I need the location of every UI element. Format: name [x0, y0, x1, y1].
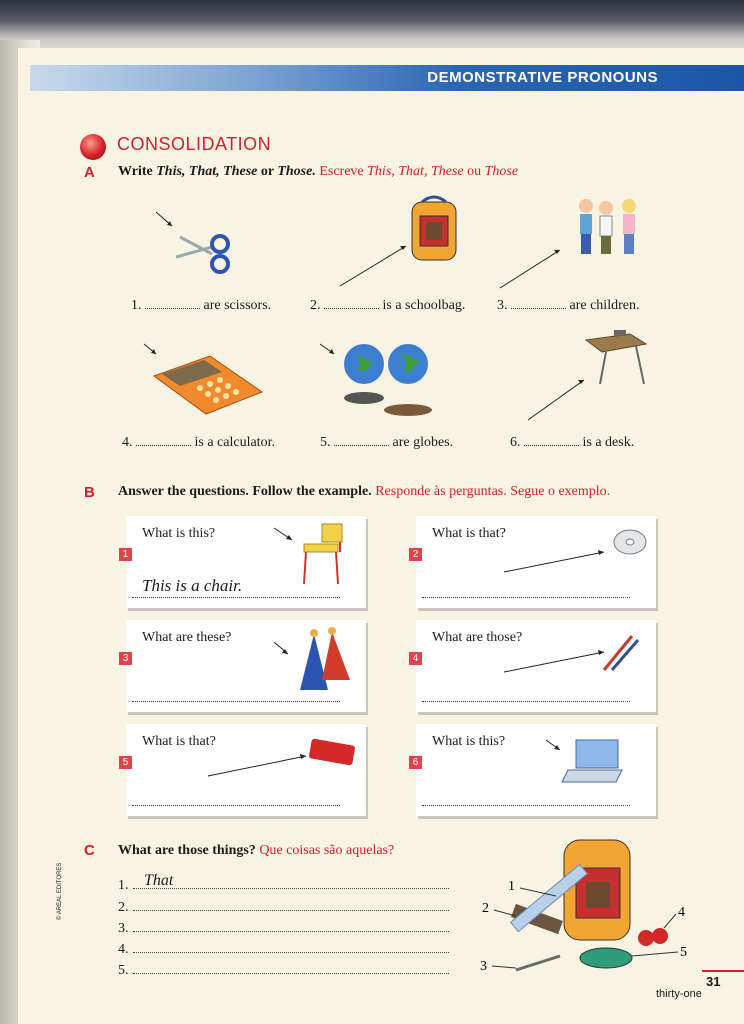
label-2: 2	[482, 901, 489, 916]
exercise-b-letter: B	[84, 484, 95, 501]
party-hats-icon	[274, 624, 364, 696]
c-line-2: 2.	[118, 898, 449, 916]
school-items-illustration	[476, 832, 696, 982]
question-box-1	[122, 516, 366, 608]
answer-line[interactable]	[422, 805, 630, 806]
instr-en: Answer the questions. Follow the example.	[118, 484, 372, 499]
calculator-icon	[140, 340, 270, 420]
answer-blank[interactable]	[334, 433, 389, 446]
answer-line[interactable]	[133, 940, 449, 953]
page-number-rule	[702, 970, 744, 972]
page-folio: thirty-one	[656, 988, 702, 1000]
label-3: 3	[480, 959, 487, 974]
c-line-3: 3.	[118, 919, 449, 937]
question-number: 6	[409, 756, 422, 769]
answer-blank[interactable]	[511, 296, 566, 309]
answer-line[interactable]	[133, 919, 449, 932]
scan-top-edge	[0, 0, 744, 52]
cd-icon	[504, 524, 654, 584]
instr-pt: Responde às perguntas. Segue o exemplo.	[375, 484, 611, 499]
question-text: What is that?	[142, 734, 216, 749]
answer-line[interactable]	[132, 701, 340, 702]
instr-pt: Que coisas são aquelas?	[259, 843, 395, 858]
header-banner	[30, 65, 744, 91]
a-item-5: 5. are globes.	[320, 435, 454, 450]
exercise-b-instruction	[118, 484, 610, 500]
example-answer: This is a chair.	[142, 576, 243, 595]
a-item-1: 1. are scissors.	[131, 298, 272, 313]
instr-en-or: or	[260, 164, 274, 179]
a-item-2: 2. is a schoolbag.	[310, 298, 466, 313]
question-text: What is this?	[432, 734, 506, 749]
laptop-icon	[546, 736, 636, 796]
a-item-4: 4. is a calculator.	[122, 435, 275, 450]
book-icon	[206, 736, 366, 786]
answer-line[interactable]	[133, 898, 449, 911]
question-box-2	[412, 516, 656, 608]
instr-en-words: This, That, These	[156, 164, 258, 179]
answer-blank[interactable]	[136, 433, 191, 446]
section-title: CONSOLIDATION	[117, 134, 272, 154]
question-text: What are these?	[142, 630, 232, 645]
section-bullet-icon	[80, 134, 106, 160]
answer-blank[interactable]	[524, 433, 579, 446]
children-icon	[496, 194, 656, 294]
header-title: DEMONSTRATIVE PRONOUNS	[427, 69, 658, 86]
question-text: What are those?	[432, 630, 523, 645]
instr-en-last: Those.	[277, 164, 316, 179]
a-item-6: 6. is a desk.	[510, 435, 635, 450]
instr-en: What are those things?	[118, 843, 256, 858]
exercise-a-letter: A	[84, 164, 95, 181]
question-box-3	[122, 620, 366, 712]
question-text: What is this?	[142, 526, 216, 541]
exercise-a-instruction	[118, 164, 518, 180]
copyright: © AREAL EDITORES	[57, 862, 63, 920]
paintbrushes-icon	[504, 626, 654, 686]
question-number: 1	[119, 548, 132, 561]
c-line-1: 1. That	[118, 876, 449, 894]
answer-blank[interactable]	[145, 296, 200, 309]
desk-icon	[526, 326, 656, 426]
question-box-6	[412, 724, 656, 816]
instr-en-prefix: Write	[118, 164, 153, 179]
label-4: 4	[678, 905, 685, 920]
page-number: 31	[706, 974, 721, 989]
c-line-5: 5.	[118, 961, 449, 979]
instr-pt: Escreve This, That, These ou Those	[319, 164, 519, 179]
answer-blank[interactable]	[324, 296, 379, 309]
question-box-5	[122, 724, 366, 816]
question-number: 3	[119, 652, 132, 665]
label-1: 1	[508, 879, 515, 894]
answer-line[interactable]	[132, 805, 340, 806]
exercise-c-letter: C	[84, 842, 95, 859]
a-item-3: 3. are children.	[497, 298, 640, 313]
example-answer: That	[144, 872, 174, 889]
chair-icon	[274, 522, 354, 592]
question-number: 4	[409, 652, 422, 665]
answer-line[interactable]	[422, 597, 630, 598]
answer-line[interactable]	[133, 961, 449, 974]
c-line-4: 4.	[118, 940, 449, 958]
answer-line[interactable]	[133, 876, 449, 889]
question-text: What is that?	[432, 526, 506, 541]
schoolbag-icon	[338, 192, 468, 292]
exercise-c-instruction	[118, 843, 394, 859]
question-number: 2	[409, 548, 422, 561]
scissors-icon	[150, 212, 240, 282]
label-5: 5	[680, 945, 687, 960]
answer-line[interactable]	[132, 597, 340, 598]
globes-icon	[318, 340, 438, 420]
question-number: 5	[119, 756, 132, 769]
answer-line[interactable]	[422, 701, 630, 702]
question-box-4	[412, 620, 656, 712]
